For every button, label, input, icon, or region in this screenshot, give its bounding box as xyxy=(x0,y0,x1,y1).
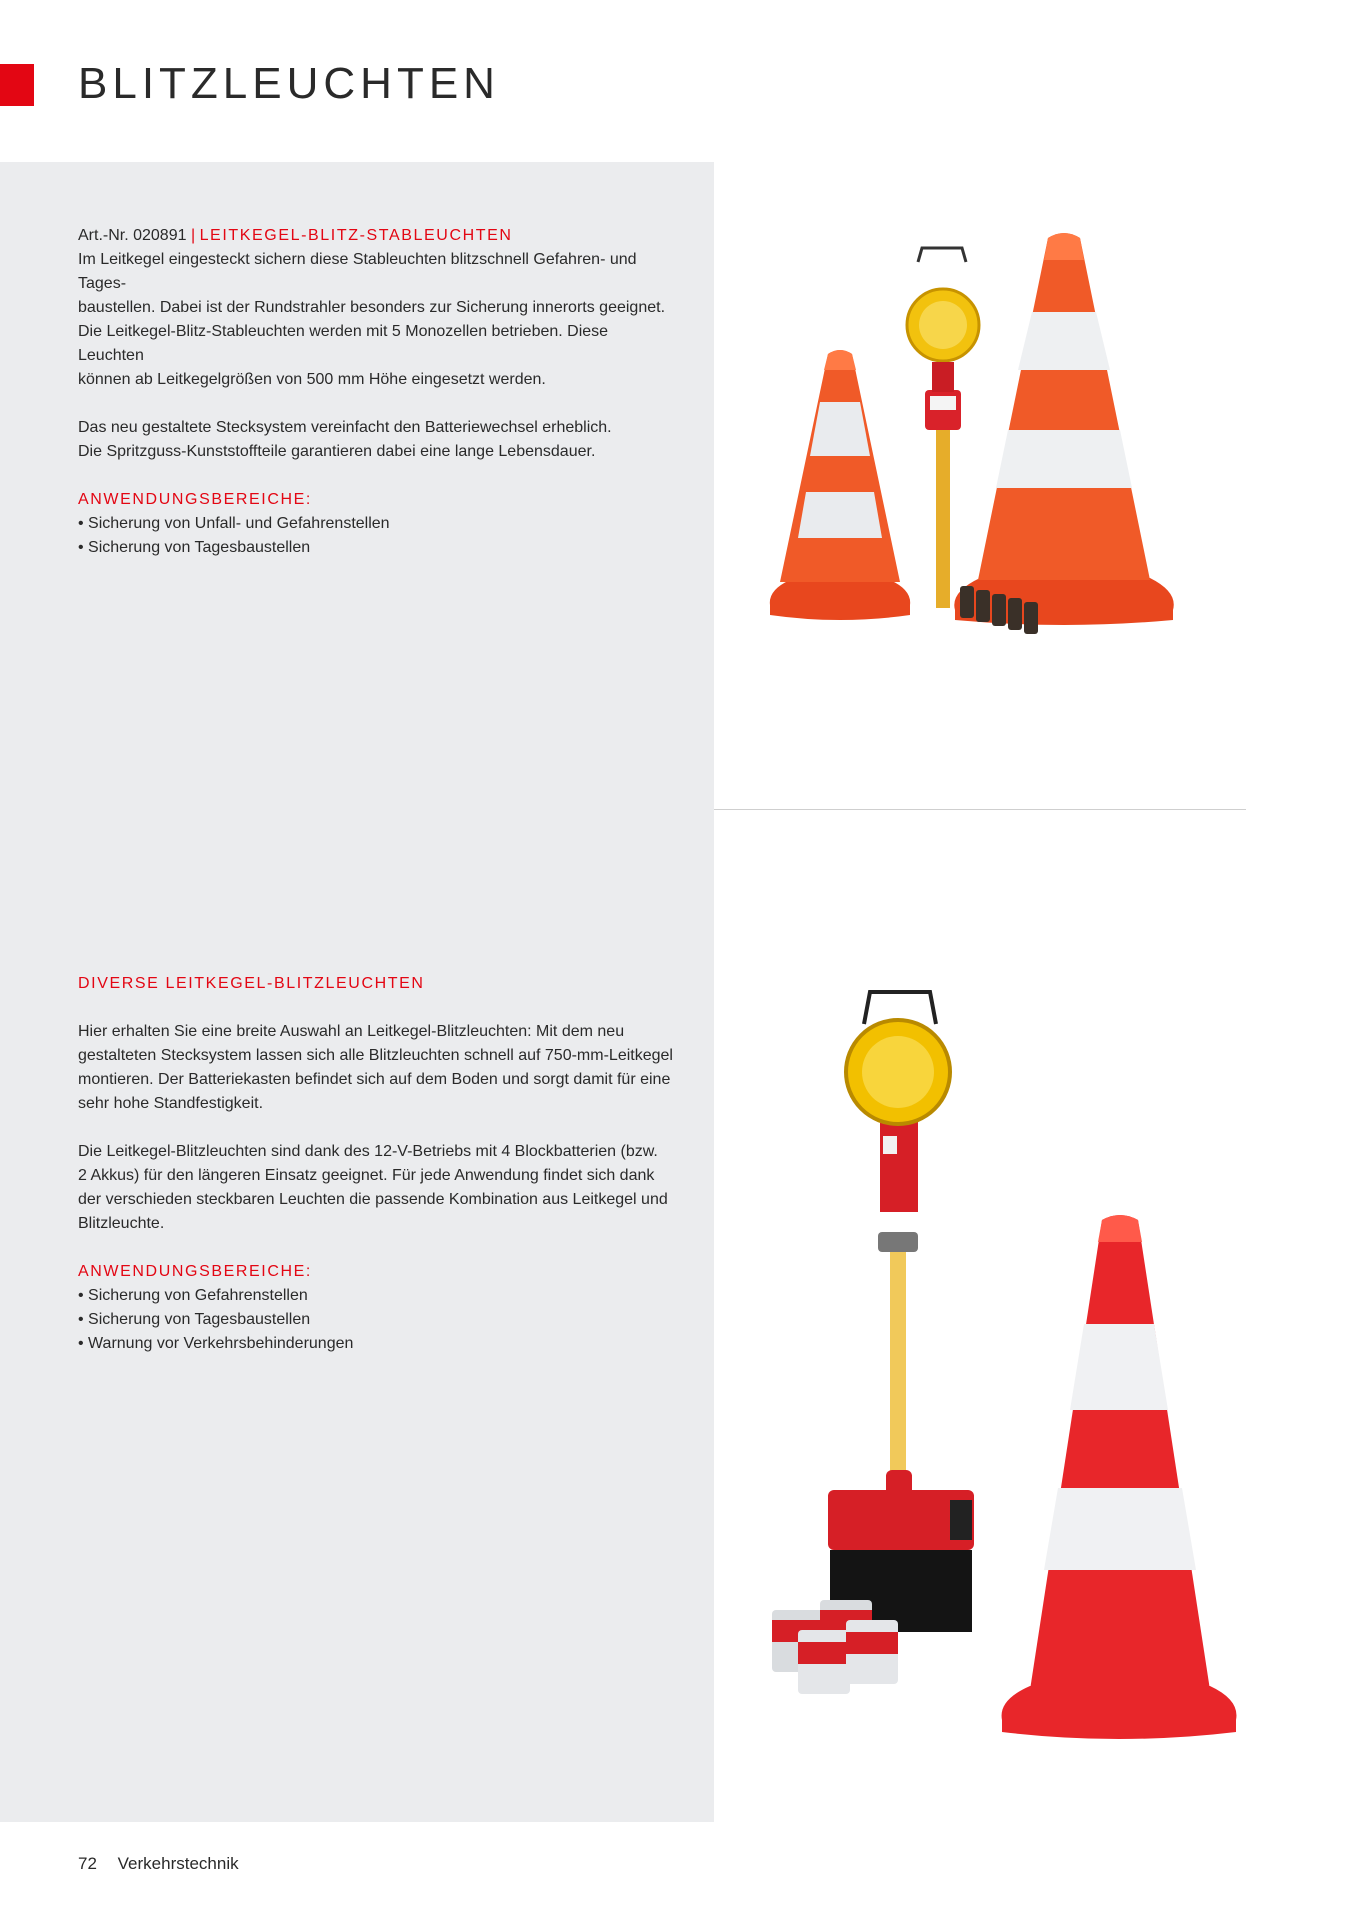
text-line: Das neu gestaltete Stecksystem vereinfacht den Batteriewechsel erheblich. xyxy=(78,419,612,436)
section-2-paragraph-1 xyxy=(78,1020,678,1116)
section-1-paragraph-2 xyxy=(78,416,678,464)
article-separator: | xyxy=(190,227,196,244)
flash-lamp-pole xyxy=(907,248,979,608)
large-cone xyxy=(1002,1215,1237,1739)
large-cone xyxy=(954,233,1173,625)
section-2-apps-heading: ANWENDUNGSBEREICHE: xyxy=(78,1263,312,1280)
text-line: können ab Leitkegelgrößen von 500 mm Höhe eingesetzt werden. xyxy=(78,371,546,388)
small-cone xyxy=(770,350,910,620)
text-line: montieren. Der Batteriekasten befindet sich auf dem Boden und sorgt damit für eine xyxy=(78,1071,671,1088)
text-line: gestalteten Stecksystem lassen sich alle Blitzleuchten schnell auf 750-mm-Leitkegel xyxy=(78,1047,673,1064)
text-line: Im Leitkegel eingesteckt sichern diese Stableuchten blitzschnell Gefahren- und Tages- xyxy=(78,251,637,292)
page-footer xyxy=(78,1854,255,1874)
text-line: der verschieden steckbaren Leuchten die passende Kombination aus Leitkegel und xyxy=(78,1191,668,1208)
title-accent-block xyxy=(0,64,34,106)
page-number: 72 xyxy=(78,1854,97,1873)
section-2-text xyxy=(78,972,678,1356)
section-2-paragraph-2 xyxy=(78,1140,678,1236)
flash-lamp-with-battery-box xyxy=(828,992,974,1632)
section-1-paragraph-1 xyxy=(78,248,678,392)
product-image-stableuchten xyxy=(750,220,1250,640)
text-line: Die Leitkegel-Blitzleuchten sind dank des 12-V-Betriebs mit 4 Blockbatterien (bzw. xyxy=(78,1143,658,1160)
product-name: LEITKEGEL-BLITZ-STABLEUCHTEN xyxy=(199,227,513,244)
text-line: 2 Akkus) für den längeren Einsatz geeignet. Für jede Anwendung findet sich dank xyxy=(78,1167,655,1184)
list-item: • Sicherung von Gefahrenstellen xyxy=(78,1284,678,1308)
article-number: Art.-Nr. 020891 xyxy=(78,227,187,244)
list-item: • Sicherung von Tagesbaustellen xyxy=(78,536,678,560)
section-1-apps-list xyxy=(78,512,678,560)
list-item: • Sicherung von Unfall- und Gefahrenstellen xyxy=(78,512,678,536)
section-2-heading: DIVERSE LEITKEGEL-BLITZLEUCHTEN xyxy=(78,975,425,992)
article-heading xyxy=(78,224,678,248)
text-line: Die Spritzguss-Kunststoffteile garantieren dabei eine lange Lebensdauer. xyxy=(78,443,596,460)
text-line: Die Leitkegel-Blitz-Stableuchten werden mit 5 Monozellen betrieben. Diese Leuchten xyxy=(78,323,609,364)
product-image-blitzleuchten xyxy=(740,970,1260,1760)
section-1-text xyxy=(78,224,678,560)
text-line: baustellen. Dabei ist der Rundstrahler besonders zur Sicherung innerorts geeignet. xyxy=(78,299,666,316)
text-line: sehr hohe Standfestigkeit. xyxy=(78,1095,264,1112)
page-title: BLITZLEUCHTEN xyxy=(78,59,500,108)
list-item: • Warnung vor Verkehrsbehinderungen xyxy=(78,1332,678,1356)
section-1-apps-heading: ANWENDUNGSBEREICHE: xyxy=(78,491,312,508)
list-item: • Sicherung von Tagesbaustellen xyxy=(78,1308,678,1332)
section-2-apps-list xyxy=(78,1284,678,1356)
section-divider xyxy=(714,809,1246,810)
footer-section-name: Verkehrstechnik xyxy=(117,1854,239,1873)
text-line: Blitzleuchte. xyxy=(78,1215,165,1232)
text-line: Hier erhalten Sie eine breite Auswahl an Leitkegel-Blitzleuchten: Mit dem neu xyxy=(78,1023,625,1040)
